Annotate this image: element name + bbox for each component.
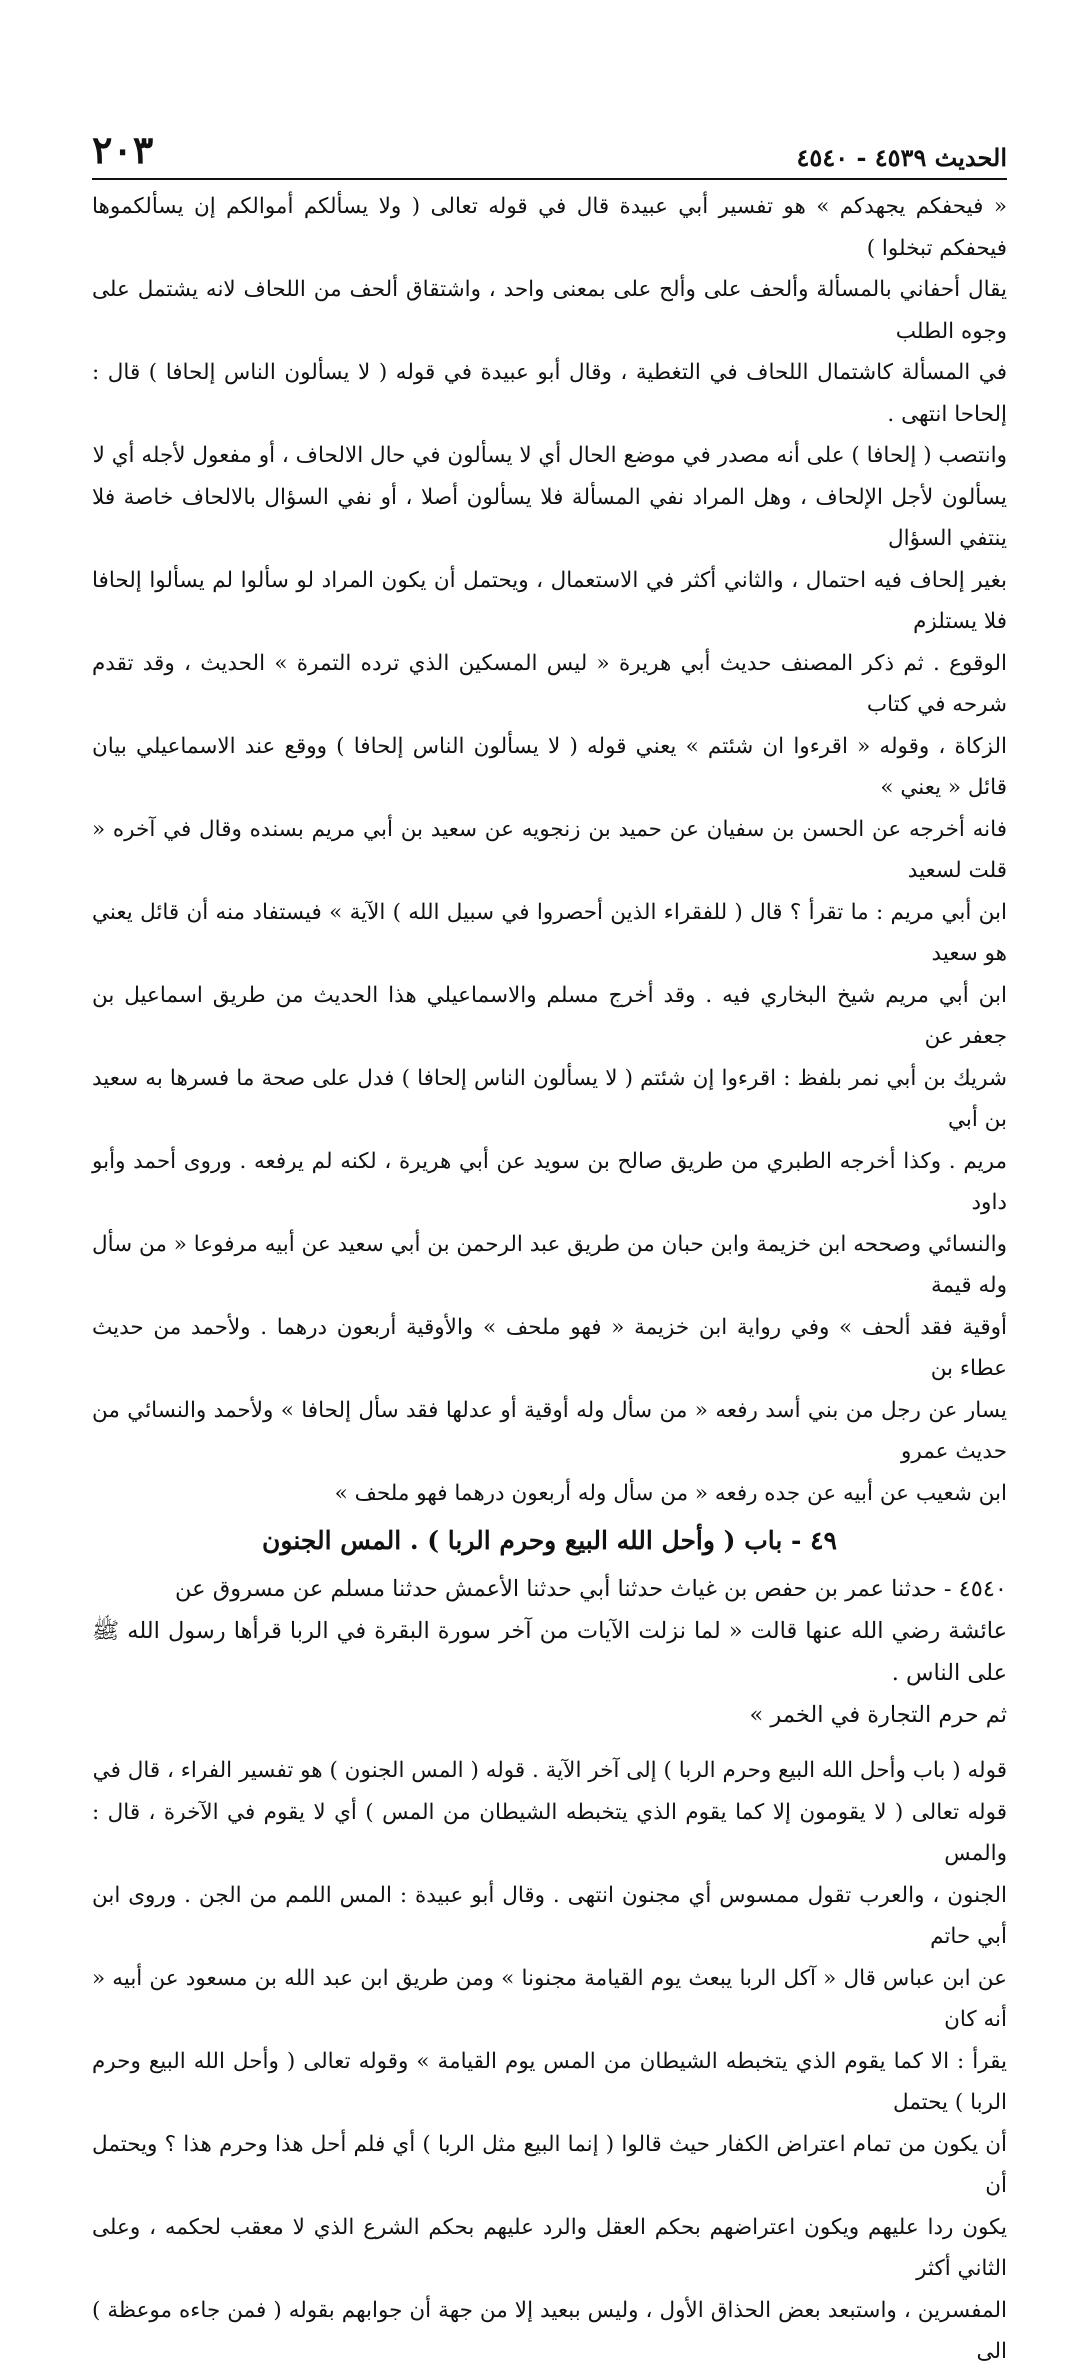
commentary-section-1 bbox=[92, 186, 1007, 1514]
text-line: ابن شعيب عن أبيه عن جده رفعه « من سأل وله أربعون درهما فهو ملحف » bbox=[334, 1480, 1007, 1506]
hadith-line: ثم حرم التجارة في الخمر » bbox=[749, 1702, 1007, 1728]
page-number: ٢٠٣ bbox=[92, 127, 154, 172]
text-line: عن ابن عباس قال « آكل الربا يبعث يوم القيامة مجنونا » ومن طريق ابن عبد الله بن مسعود عن أبيه « أنه كان bbox=[92, 1965, 1007, 2032]
text-line: أن يكون من تمام اعتراض الكفار حيث قالوا ( إنما البيع مثل الربا ) أي فلم أحل هذا وحرم هذا ؟ ويحتمل أن bbox=[92, 2131, 1007, 2198]
text-line: الزكاة ، وقوله « اقرءوا ان شئتم » يعني قوله ( لا يسألون الناس إلحافا ) ووقع عند الاسماعيلي بيان قائل « يعني » bbox=[92, 733, 1007, 800]
text-line: يكون ردا عليهم ويكون اعتراضهم بحكم العقل والرد عليهم بحكم الشرع الذي لا معقب لحكمه ، وعلى الثاني أكثر bbox=[92, 2214, 1007, 2281]
hadith-line: عائشة رضي الله عنها قالت « لما نزلت الآيات من آخر سورة البقرة في الربا قرأها رسول الله ﷺ على الناس . bbox=[92, 1618, 1007, 1686]
text-line: مريم . وكذا أخرجه الطبري من طريق صالح بن سويد عن أبي هريرة ، لكنه لم يرفعه . وروى أحمد وأبو داود bbox=[92, 1148, 1007, 1215]
hadith-line: ٤٥٤٠ - حدثنا عمر بن حفص بن غياث حدثنا أبي حدثنا الأعمش حدثنا مسلم عن مسروق عن bbox=[175, 1576, 1007, 1602]
text-line: بغير إلحاف فيه احتمال ، والثاني أكثر في الاستعمال ، ويحتمل أن يكون المراد لو سألوا لم يسألوا إلحافا فلا يستلزم bbox=[92, 567, 1007, 634]
header-rule bbox=[92, 178, 1007, 180]
text-line: قوله تعالى ( لا يقومون إلا كما يقوم الذي يتخبطه الشيطان من المس ) أي لا يقوم في الآخرة ، قال : والمس bbox=[92, 1799, 1007, 1866]
commentary-section-2 bbox=[92, 1750, 1007, 2373]
running-head: الحديث ٤٥٣٩ - ٤٥٤٠ bbox=[796, 143, 1007, 172]
text-line: قوله ( باب وأحل الله البيع وحرم الربا ) إلى آخر الآية . قوله ( المس الجنون ) هو تفسير الفراء ، قال في bbox=[92, 1758, 1007, 1783]
text-line: الجنون ، والعرب تقول ممسوس أي مجنون انتهى . وقال أبو عبيدة : المس اللمم من الجن . وروى ابن أبي حاتم bbox=[92, 1882, 1007, 1949]
text-line: يقال أحفاني بالمسألة وألحف على وألح على بمعنى واحد ، واشتقاق ألحف من اللحاف لانه يشتمل على وجوه الطلب bbox=[92, 277, 1007, 344]
text-line: أوقية فقد ألحف » وفي رواية ابن خزيمة « فهو ملحف » والأوقية أربعون درهما . ولأحمد من حديث عطاء بن bbox=[92, 1314, 1007, 1381]
text-line: يسألون لأجل الإلحاف ، وهل المراد نفي المسألة فلا يسألون أصلا ، أو نفي السؤال بالالحاف خاصة فلا ينتفي السؤال bbox=[92, 484, 1007, 551]
text-line: وانتصب ( إلحافا ) على أنه مصدر في موضع الحال أي لا يسألون في حال الالحاف ، أو مفعول لأجله أي لا bbox=[92, 443, 1007, 468]
page-header bbox=[92, 120, 1007, 172]
text-line: الوقوع . ثم ذكر المصنف حديث أبي هريرة « ليس المسكين الذي ترده التمرة » الحديث ، وقد تقدم شرحه في كتاب bbox=[92, 650, 1007, 717]
hadith-block bbox=[92, 1568, 1007, 1736]
text-line: شريك بن أبي نمر بلفظ : اقرءوا إن شئتم ( لا يسألون الناس إلحافا ) فدل على صحة ما فسرها به سعيد بن أبي bbox=[92, 1065, 1007, 1132]
text-line: ابن أبي مريم شيخ البخاري فيه . وقد أخرج مسلم والاسماعيلي هذا الحديث من طريق اسماعيل بن جعفر عن bbox=[92, 982, 1007, 1049]
text-line: يقرأ : الا كما يقوم الذي يتخبطه الشيطان من المس يوم القيامة » وقوله تعالى ( وأحل الله البيع وحرم الربا ) يحتمل bbox=[92, 2048, 1007, 2115]
text-line: والنسائي وصححه ابن خزيمة وابن حبان من طريق عبد الرحمن بن أبي سعيد عن أبيه مرفوعا « من سأل وله قيمة bbox=[92, 1231, 1007, 1298]
text-line: يسار عن رجل من بني أسد رفعه « من سأل وله أوقية أو عدلها فقد سأل إلحافا » ولأحمد والنسائي من حديث عمرو bbox=[92, 1397, 1007, 1464]
text-line: في المسألة كاشتمال اللحاف في التغطية ، وقال أبو عبيدة في قوله ( لا يسألون الناس إلحافا ) قال : إلحاحا انتهى . bbox=[92, 360, 1007, 427]
text-line: المفسرين ، واستبعد بعض الحذاق الأول ، وليس ببعيد إلا من جهة أن جوابهم بقوله ( فمن جاءه موعظة ) الى bbox=[92, 2297, 1007, 2364]
text-line: فانه أخرجه عن الحسن بن سفيان عن حميد بن زنجويه عن سعيد بن أبي مريم بسنده وقال في آخره « قلت لسعيد bbox=[92, 816, 1007, 883]
chapter-title: ٤٩ - باب ( وأحل الله البيع وحرم الربا ) . المس الجنون bbox=[262, 1526, 837, 1555]
text-line: ابن أبي مريم : ما تقرأ ؟ قال ( للفقراء الذين أحصروا في سبيل الله ) الآية » فيستفاد منه أن قائل يعني هو سعيد bbox=[92, 899, 1007, 966]
text-line: « فيحفكم يجهدكم » هو تفسير أبي عبيدة قال في قوله تعالى ( ولا يسألكم أموالكم إن يسألكموها فيحفكم تبخلوا ) bbox=[92, 194, 1007, 261]
